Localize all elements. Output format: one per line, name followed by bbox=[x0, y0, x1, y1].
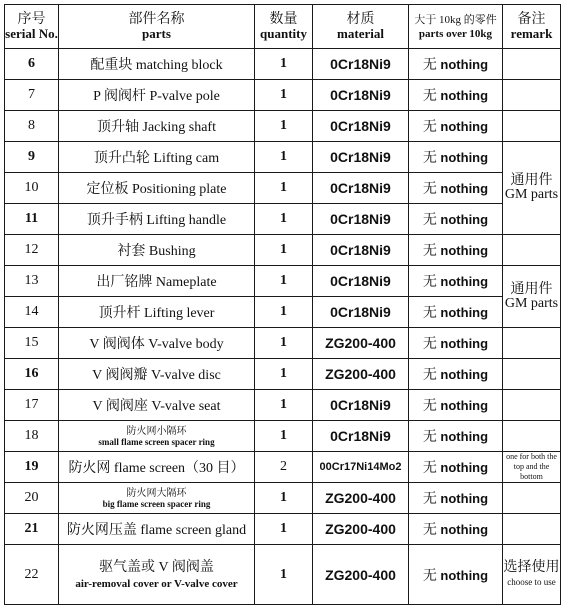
remark-cell bbox=[503, 235, 561, 266]
over-10kg-cell: 无 nothing bbox=[409, 328, 503, 359]
material-cell: 0Cr18Ni9 bbox=[313, 390, 409, 421]
quantity-cell: 1 bbox=[255, 545, 313, 605]
serial-cell: 15 bbox=[5, 328, 59, 359]
quantity-cell: 2 bbox=[255, 452, 313, 483]
table-row bbox=[5, 49, 561, 80]
part-name-cell: 衬套 Bushing bbox=[59, 235, 255, 266]
quantity-cell: 1 bbox=[255, 235, 313, 266]
parts-table bbox=[4, 4, 561, 605]
table-row bbox=[5, 142, 561, 173]
remark-cell: 选择使用 choose to use bbox=[503, 545, 561, 605]
material-cell: 0Cr18Ni9 bbox=[313, 266, 409, 297]
header-parts: 部件名称 parts bbox=[59, 5, 255, 49]
over-10kg-cell: 无 nothing bbox=[409, 49, 503, 80]
remark-cell bbox=[503, 111, 561, 142]
over-10kg-cell: 无 nothing bbox=[409, 173, 503, 204]
quantity-cell: 1 bbox=[255, 173, 313, 204]
part-name-cell: 顶升杆 Lifting lever bbox=[59, 297, 255, 328]
table-row bbox=[5, 390, 561, 421]
quantity-cell: 1 bbox=[255, 390, 313, 421]
table-row bbox=[5, 235, 561, 266]
header-quantity: 数量 quantity bbox=[255, 5, 313, 49]
material-cell: 0Cr18Ni9 bbox=[313, 173, 409, 204]
material-cell: 0Cr18Ni9 bbox=[313, 204, 409, 235]
remark-cell bbox=[503, 80, 561, 111]
material-cell: 0Cr18Ni9 bbox=[313, 297, 409, 328]
part-name-cell: 防火网压盖 flame screen gland bbox=[59, 514, 255, 545]
table-row bbox=[5, 204, 561, 235]
material-cell: ZG200-400 bbox=[313, 328, 409, 359]
serial-cell: 22 bbox=[5, 545, 59, 605]
remark-cell bbox=[503, 328, 561, 359]
header-serial: 序号 serial No. bbox=[5, 5, 59, 49]
table-row bbox=[5, 359, 561, 390]
serial-cell: 11 bbox=[5, 204, 59, 235]
table-row bbox=[5, 266, 561, 297]
over-10kg-cell: 无 nothing bbox=[409, 359, 503, 390]
part-name-cell: 定位板 Positioning plate bbox=[59, 173, 255, 204]
quantity-cell: 1 bbox=[255, 328, 313, 359]
table-row bbox=[5, 514, 561, 545]
material-cell: ZG200-400 bbox=[313, 483, 409, 514]
part-name-cell: 驱气盖或 V 阀阀盖 air-removal cover or V-valve cover bbox=[59, 545, 255, 605]
remark-cell-gm-parts: 通用件 GM parts bbox=[503, 142, 561, 235]
header-parts-over-10kg: 大于 10kg 的零件 parts over 10kg bbox=[409, 5, 503, 49]
quantity-cell: 1 bbox=[255, 80, 313, 111]
table-row bbox=[5, 328, 561, 359]
serial-cell: 21 bbox=[5, 514, 59, 545]
table-row bbox=[5, 173, 561, 204]
part-name-cell: 防火网大隔环 big flame screen spacer ring bbox=[59, 483, 255, 514]
serial-cell: 9 bbox=[5, 142, 59, 173]
part-name-cell: 防火网 flame screen（30 目） bbox=[59, 452, 255, 483]
remark-cell bbox=[503, 483, 561, 514]
over-10kg-cell: 无 nothing bbox=[409, 266, 503, 297]
serial-cell: 19 bbox=[5, 452, 59, 483]
over-10kg-cell: 无 nothing bbox=[409, 545, 503, 605]
header-material: 材质 material bbox=[313, 5, 409, 49]
over-10kg-cell: 无 nothing bbox=[409, 390, 503, 421]
remark-cell-gm-parts: 通用件 GM parts bbox=[503, 266, 561, 328]
over-10kg-cell: 无 nothing bbox=[409, 142, 503, 173]
table-row bbox=[5, 452, 561, 483]
quantity-cell: 1 bbox=[255, 204, 313, 235]
remark-cell bbox=[503, 421, 561, 452]
over-10kg-cell: 无 nothing bbox=[409, 235, 503, 266]
table-row bbox=[5, 111, 561, 142]
remark-cell bbox=[503, 514, 561, 545]
over-10kg-cell: 无 nothing bbox=[409, 421, 503, 452]
over-10kg-cell: 无 nothing bbox=[409, 483, 503, 514]
serial-cell: 6 bbox=[5, 49, 59, 80]
table-row bbox=[5, 545, 561, 605]
table-row bbox=[5, 421, 561, 452]
quantity-cell: 1 bbox=[255, 514, 313, 545]
remark-cell bbox=[503, 359, 561, 390]
over-10kg-cell: 无 nothing bbox=[409, 204, 503, 235]
over-10kg-cell: 无 nothing bbox=[409, 80, 503, 111]
serial-cell: 7 bbox=[5, 80, 59, 111]
over-10kg-cell: 无 nothing bbox=[409, 111, 503, 142]
serial-cell: 8 bbox=[5, 111, 59, 142]
part-name-cell: 顶升手柄 Lifting handle bbox=[59, 204, 255, 235]
part-name-cell: 配重块 matching block bbox=[59, 49, 255, 80]
part-name-cell: 顶升凸轮 Lifting cam bbox=[59, 142, 255, 173]
remark-cell bbox=[503, 390, 561, 421]
part-name-cell: 出厂铭牌 Nameplate bbox=[59, 266, 255, 297]
parts-list-sheet bbox=[4, 4, 560, 605]
quantity-cell: 1 bbox=[255, 49, 313, 80]
table-row bbox=[5, 483, 561, 514]
part-name-cell: V 阀阀瓣 V-valve disc bbox=[59, 359, 255, 390]
quantity-cell: 1 bbox=[255, 142, 313, 173]
material-cell: 00Cr17Ni14Mo2 bbox=[313, 452, 409, 483]
material-cell: 0Cr18Ni9 bbox=[313, 421, 409, 452]
part-name-cell: P 阀阀杆 P-valve pole bbox=[59, 80, 255, 111]
material-cell: 0Cr18Ni9 bbox=[313, 49, 409, 80]
quantity-cell: 1 bbox=[255, 111, 313, 142]
material-cell: ZG200-400 bbox=[313, 545, 409, 605]
quantity-cell: 1 bbox=[255, 421, 313, 452]
serial-cell: 14 bbox=[5, 297, 59, 328]
material-cell: ZG200-400 bbox=[313, 514, 409, 545]
material-cell: 0Cr18Ni9 bbox=[313, 111, 409, 142]
serial-cell: 10 bbox=[5, 173, 59, 204]
over-10kg-cell: 无 nothing bbox=[409, 297, 503, 328]
part-name-cell: 顶升轴 Jacking shaft bbox=[59, 111, 255, 142]
table-row bbox=[5, 297, 561, 328]
quantity-cell: 1 bbox=[255, 483, 313, 514]
header-remark: 备注 remark bbox=[503, 5, 561, 49]
part-name-cell: V 阀阀座 V-valve seat bbox=[59, 390, 255, 421]
quantity-cell: 1 bbox=[255, 297, 313, 328]
table-row bbox=[5, 80, 561, 111]
quantity-cell: 1 bbox=[255, 359, 313, 390]
header-row bbox=[5, 5, 561, 49]
part-name-cell: 防火网小隔环 small flame screen spacer ring bbox=[59, 421, 255, 452]
serial-cell: 17 bbox=[5, 390, 59, 421]
serial-cell: 16 bbox=[5, 359, 59, 390]
material-cell: 0Cr18Ni9 bbox=[313, 235, 409, 266]
remark-cell bbox=[503, 49, 561, 80]
remark-cell: one for both the top and the bottom bbox=[503, 452, 561, 483]
material-cell: 0Cr18Ni9 bbox=[313, 80, 409, 111]
part-name-cell: V 阀阀体 V-valve body bbox=[59, 328, 255, 359]
over-10kg-cell: 无 nothing bbox=[409, 452, 503, 483]
quantity-cell: 1 bbox=[255, 266, 313, 297]
serial-cell: 13 bbox=[5, 266, 59, 297]
serial-cell: 12 bbox=[5, 235, 59, 266]
material-cell: ZG200-400 bbox=[313, 359, 409, 390]
material-cell: 0Cr18Ni9 bbox=[313, 142, 409, 173]
over-10kg-cell: 无 nothing bbox=[409, 514, 503, 545]
serial-cell: 20 bbox=[5, 483, 59, 514]
serial-cell: 18 bbox=[5, 421, 59, 452]
